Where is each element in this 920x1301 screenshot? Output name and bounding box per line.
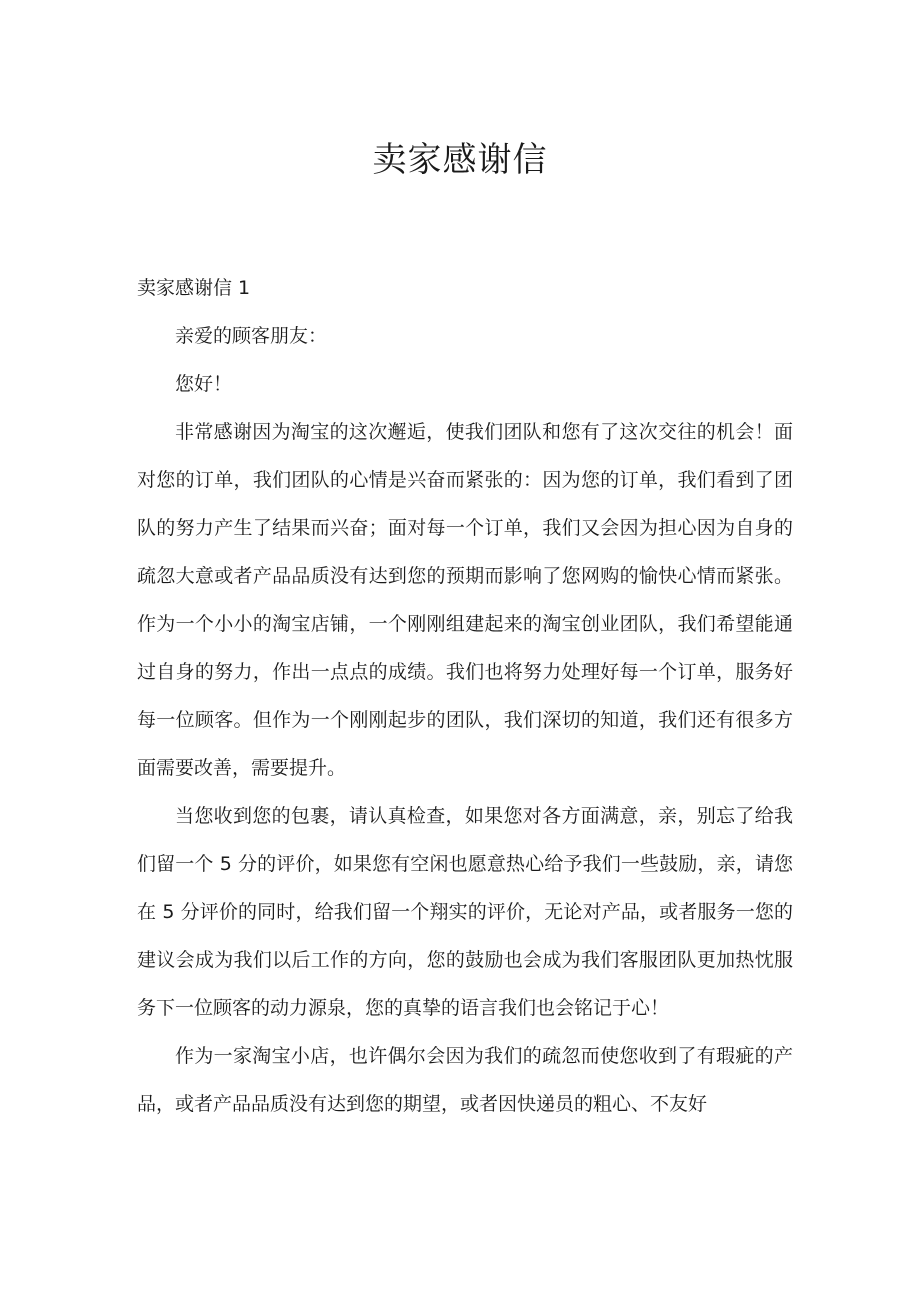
document-title: 卖家感谢信 [372,140,548,180]
paragraph: 作为一家淘宝小店，也许偶尔会因为我们的疏忽而使您收到了有瑕疵的产品，或者产品品质没有达到您的期望，或者因快递员的粗心、不友好 [137,1045,793,1115]
document-body [137,264,793,1128]
salutation: 亲爱的顾客朋友： [175,325,328,347]
paragraph: 非常感谢因为淘宝的这次邂逅，使我们团队和您有了这次交往的机会！面对您的订单，我们团队的心情是兴奋而紧张的：因为您的订单，我们看到了团队的努力产生了结果而兴奋；面对每一个订单，我们又会因为担心因为自身的疏忽大意或者产品品质没有达到您的预期而影响了您网购的愉快心情而紧张。作为一个小小的淘宝店铺，一个刚刚组建起来的淘宝创业团队，我们希望能通过自身的努力，作出一点点的成绩。我们也将努力处理好每一个订单，服务好每一位顾客。但作为一个刚刚起步的团队，我们深切的知道，我们还有很多方面需要改善，需要提升。 [137,421,793,779]
greeting: 您好！ [175,373,233,395]
section-heading: 卖家感谢信 1 [137,277,251,299]
paragraph: 当您收到您的包裹，请认真检查，如果您对各方面满意，亲，别忘了给我们留一个 5 分的评价，如果您有空闲也愿意热心给予我们一些鼓励，亲，请您在 5 分评价的同时，给我们留一个翔实的评价，无论对产品，或者服务一您的建议会成为我们以后工作的方向，您的鼓励也会成为我们客服团队更加热忱服务下一位顾客的动力源泉，您的真挚的语言我们也会铭记于心！ [137,805,793,1019]
